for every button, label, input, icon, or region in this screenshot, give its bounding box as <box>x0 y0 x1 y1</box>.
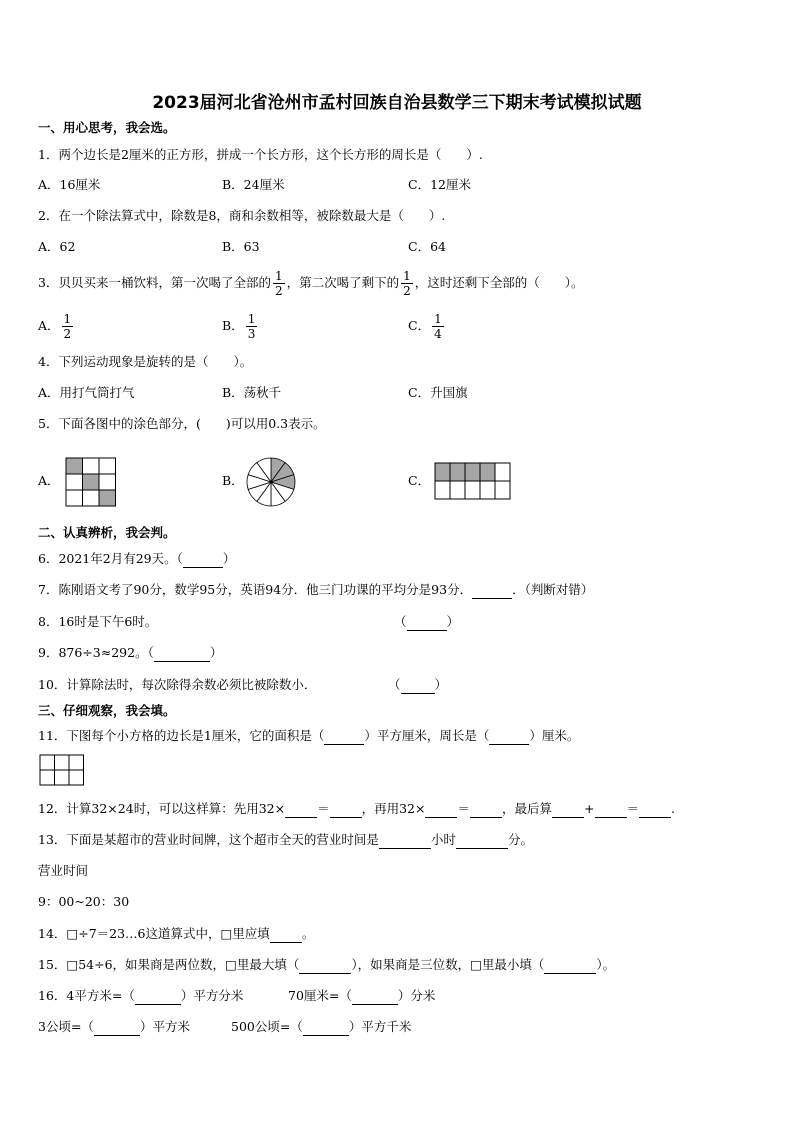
shaded-cell <box>99 490 116 506</box>
answer-blank[interactable] <box>489 730 529 745</box>
grid-cell <box>66 490 83 506</box>
answer-blank[interactable] <box>401 679 435 694</box>
question-13: 13．下面是某超市的营业时间牌，这个超市全天的营业时间是 小时 分。 <box>38 832 533 847</box>
grid-cell <box>40 770 55 785</box>
shaded-circle-figure-b <box>245 456 297 508</box>
question-6: 6．2021年2月有29天。（ ） <box>38 551 236 566</box>
question-7: 7．陈刚语文考了90分，数学95分，英语94分．他三门功课的平均分是93分． ．（判断对错） <box>38 582 594 597</box>
question-8-answer: （ ） <box>394 614 460 629</box>
question-10: 10．计算除法时，每次除得余数必须比被除数小． <box>38 677 317 692</box>
shaded-grid-figure-a <box>65 457 117 507</box>
question-14: 14．□÷7＝23…6这道算式中，□里应填 。 <box>38 926 315 941</box>
answer-blank[interactable] <box>299 959 351 974</box>
grid-cell <box>495 463 510 481</box>
grid-cell <box>450 481 465 499</box>
question-16-row-2: 3公顷=（ ）平方米 <box>38 1019 190 1034</box>
shaded-cell <box>465 463 480 481</box>
question-4-option-b: B．荡秋千 <box>222 385 282 400</box>
answer-blank[interactable] <box>154 647 210 662</box>
answer-blank[interactable] <box>324 730 364 745</box>
answer-blank[interactable] <box>303 1021 349 1036</box>
grid-cell <box>83 490 100 506</box>
question-3-stem <box>38 265 584 301</box>
question-9: 9．876÷3≈292。（ ） <box>38 645 223 660</box>
section-heading-1: 一、用心思考，我会选。 <box>38 120 176 135</box>
answer-blank[interactable] <box>425 803 457 818</box>
unit-square-grid-figure <box>39 754 85 786</box>
section-heading-2: 二、认真辨析，我会判。 <box>38 525 176 540</box>
shaded-strip-figure-c <box>434 462 512 500</box>
grid-cell <box>465 481 480 499</box>
question-3-text-3: ，这时还剩下全部的（ ）。 <box>414 275 584 290</box>
grid-cell <box>99 474 116 490</box>
fraction-one-half: $\frac{1}{2}$ <box>403 269 411 298</box>
answer-blank[interactable] <box>470 803 502 818</box>
section-heading-3: 三、仔细观察，我会填。 <box>38 703 176 718</box>
business-hours-label: 营业时间 <box>38 863 89 878</box>
question-3-text-1: 3．贝贝买来一桶饮料，第一次喝了全部的 <box>38 275 271 290</box>
answer-blank[interactable] <box>352 990 398 1005</box>
answer-blank[interactable] <box>285 803 317 818</box>
question-2-option-c: C．64 <box>408 239 446 254</box>
answer-blank[interactable] <box>456 834 508 849</box>
question-4-option-c: C．升国旗 <box>408 385 468 400</box>
question-5-option-b: B． <box>222 473 244 488</box>
question-2-stem: 2．在一个除法算式中，除数是8，商和余数相等，被除数最大是（ ）. <box>38 208 446 223</box>
question-4-option-a: A．用打气筒打气 <box>38 385 135 400</box>
question-3-text-2: ，第二次喝了剩下的 <box>286 275 400 290</box>
question-2-option-a: A．62 <box>38 239 76 254</box>
question-5-stem: 5．下面各图中的涂色部分，( )可以用0.3表示。 <box>38 416 326 431</box>
question-12: 12．计算32×24时，可以这样算：先用32× ＝ ，再用32× ＝ ，最后算 + ＝ . <box>38 801 675 816</box>
question-5-option-a: A． <box>38 473 60 488</box>
question-4-stem: 4．下列运动现象是旋转的是（ ）。 <box>38 354 253 369</box>
answer-blank[interactable] <box>330 803 362 818</box>
answer-blank[interactable] <box>94 1021 140 1036</box>
grid-cell <box>55 755 70 770</box>
page-title: 2023届河北省沧州市孟村回族自治县数学三下期末考试模拟试题 <box>152 93 642 113</box>
grid-cell <box>435 481 450 499</box>
question-1-option-c: C．12厘米 <box>408 177 471 192</box>
grid-cell <box>83 458 100 474</box>
shaded-cell <box>435 463 450 481</box>
answer-blank[interactable] <box>472 584 512 599</box>
question-8: 8．16时是下午6时。 <box>38 614 158 629</box>
question-3-option-c: C． $\frac{1}{4}$ <box>408 312 442 341</box>
answer-blank[interactable] <box>595 803 627 818</box>
question-11: 11．下图每个小方格的边长是1厘米，它的面积是（ ）平方厘米，周长是（ ）厘米。 <box>38 728 580 743</box>
answer-blank[interactable] <box>135 990 181 1005</box>
question-1-option-a: A．16厘米 <box>38 177 101 192</box>
business-hours-time: 9：00~20：30 <box>38 894 130 909</box>
answer-blank[interactable] <box>379 834 431 849</box>
answer-blank[interactable] <box>552 803 584 818</box>
question-1-stem: 1．两个边长是2厘米的正方形，拼成一个长方形，这个长方形的周长是（ ）. <box>38 147 483 162</box>
answer-blank[interactable] <box>407 616 447 631</box>
question-3-option-a: A． $\frac{1}{2}$ <box>38 312 72 341</box>
grid-cell <box>99 458 116 474</box>
grid-cell <box>40 755 55 770</box>
shaded-cell <box>480 463 495 481</box>
grid-cell <box>66 474 83 490</box>
shaded-cell <box>83 474 100 490</box>
question-15: 15．□54÷6，如果商是两位数，□里最大填（ ），如果商是三位数，□里最小填（ ）。 <box>38 957 616 972</box>
answer-blank[interactable] <box>639 803 671 818</box>
answer-blank[interactable] <box>270 928 302 943</box>
grid-cell <box>55 770 70 785</box>
question-2-option-b: B．63 <box>222 239 260 254</box>
question-3-option-b: B． $\frac{1}{3}$ <box>222 312 256 341</box>
fraction-one-half: $\frac{1}{2}$ <box>274 269 283 298</box>
shaded-cell <box>450 463 465 481</box>
grid-cell <box>69 770 84 785</box>
question-16-row-1: 16．4平方米=（ ）平方分米 <box>38 988 244 1003</box>
question-16-row-2b: 500公顷=（ ）平方千米 <box>231 1019 412 1034</box>
grid-cell <box>69 755 84 770</box>
grid-cell <box>480 481 495 499</box>
shaded-cell <box>66 458 83 474</box>
answer-blank[interactable] <box>183 553 223 568</box>
question-5-option-c: C． <box>408 473 431 488</box>
question-10-answer: （ ） <box>388 677 448 692</box>
answer-blank[interactable] <box>544 959 596 974</box>
question-16-row-1b: 70厘米=（ ）分米 <box>288 988 436 1003</box>
question-1-option-b: B．24厘米 <box>222 177 285 192</box>
grid-cell <box>495 481 510 499</box>
